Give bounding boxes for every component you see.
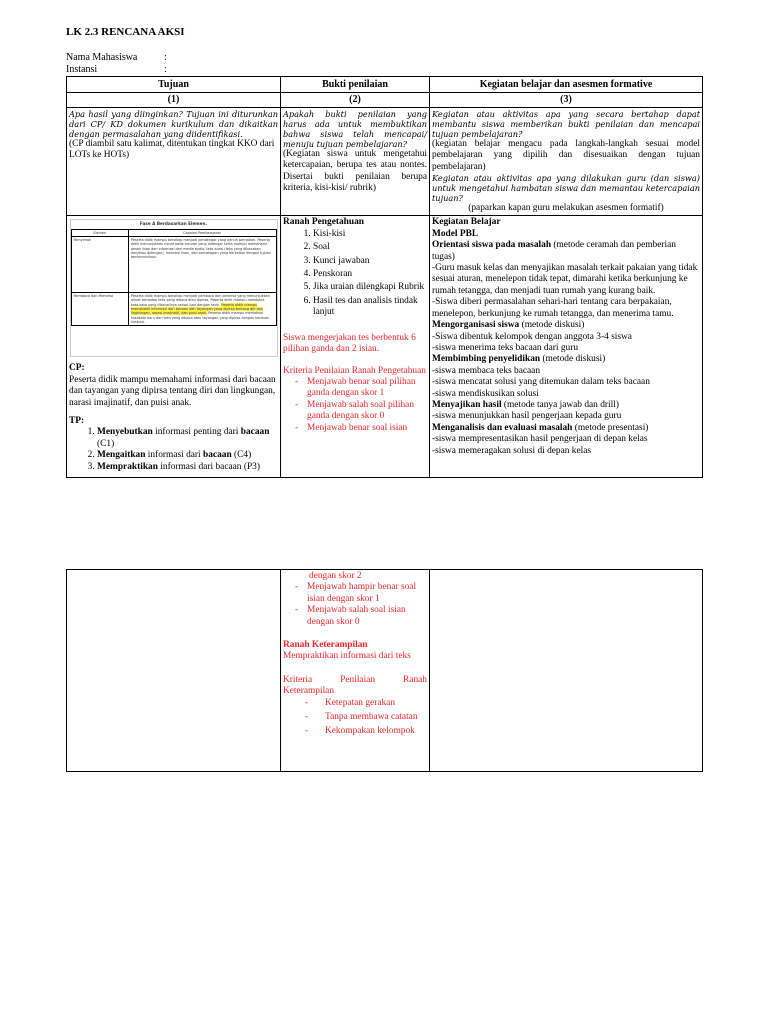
kegiatan-belajar-heading: Kegiatan Belajar (432, 217, 501, 228)
content-cell-bukti (281, 216, 430, 478)
keterampilan-item: - Ketepatan gerakan (305, 698, 427, 709)
guide-tujuan-note: (CP diambil satu kalimat, ditentukan tingkat KKO dari LOTs ke HOTs) (69, 138, 275, 161)
kriteria-cont-first: dengan skor 2 (309, 571, 362, 581)
model-heading: Model PBL (432, 228, 479, 239)
tp-item (97, 427, 278, 450)
step-menyajikan (432, 400, 700, 411)
header-tujuan: Tujuan (67, 77, 281, 93)
thumbnail-row2-text-b: Peserta didik mampu memaknai kosakata baru dari teks yang dibaca atau tayangan yang dipirsa dengan bantuan ilustrasi. (130, 311, 270, 324)
tp-item-bold-object: bacaan (240, 427, 270, 438)
thumbnail-header-elemen: Elemen (71, 229, 128, 236)
kriteria-item: - Menjawab salah soal pilihan ganda dengan skor 0 (295, 400, 427, 423)
bukti-item: 4. Penskoran (313, 269, 427, 280)
tes-note: Siswa mengerjakan tes berbentuk 6 pilihan ganda dan 2 isian. (283, 332, 416, 355)
step-menganalisis (432, 423, 700, 434)
step-line: -siswa menerima teks bacaan dari guru (432, 342, 579, 353)
bukti-list (283, 229, 427, 319)
step-line: -siswa mencatat solusi yang ditemukan dalam teks bacaan (432, 377, 650, 388)
step-mengorganisasi (432, 320, 700, 331)
cont-cell-tujuan (67, 570, 281, 772)
thumbnail-row2-highlight: Peserta didik mampu memahami informasi dari bacaan dan tayangan yang dipirsa tentang diri dan lingkungan, narasi imajinatif, dan puisi anak. (130, 302, 263, 316)
guide-bukti-note: (Kegiatan siswa untuk mengetahui ketercapaian, berupa tes atau nontes. Disertai bukti penilaian berupa kriteria, kisi-kisi/ rubrik) (283, 148, 427, 194)
guide-bukti-question: Apakah bukti penilaian yang harus ada untuk membuktikan bahwa siswa telah mencapai/ menuju tujuan pembelajaran? (283, 108, 427, 149)
step-title: Mengorganisasi siswa (432, 320, 520, 331)
guide-tujuan-question: Apa hasil yang diinginkan? Tujuan ini diturunkan dari CP/ KD dokumen kurikulum dan dikaitkan dengan permasalahan yang diidentifikasi. (69, 108, 278, 139)
kriteria-item: - Menjawab salah soal isian dengan skor 0 (295, 605, 427, 628)
content-cell-tujuan (67, 216, 281, 478)
step-title: Menyajikan hasil (432, 399, 502, 410)
tp-item-level: (C1) (97, 438, 115, 449)
cp-document-thumbnail (70, 219, 278, 357)
guide-kegiatan-note-2: (paparkan kapan guru melakukan asesmen formatif) (468, 203, 664, 214)
step-line: -siswa membaca teks bacaan (432, 365, 541, 376)
thumbnail-table (71, 229, 277, 326)
kriteria-item: - Menjawab hampir benar soal isian dengan skor 1 (295, 582, 427, 605)
thumbnail-row1-text: Peserta didik mampu bersikap menjadi pendengar yang penuh perhatian. Peserta didik menunjukkan minat pada tuturan yang didengar serta mampu memahami pesan lisan dan informasi dari media audio, teks aural (teks yang dibacakan dan/atau didengar), instruksi lisan, dan percakapan yang berkaitan dengan tujuan berkomunikasi. (128, 237, 276, 293)
kriteria-pengetahuan-heading: Kriteria Penilaian Ranah Pengetahuan (283, 365, 426, 376)
step-method: (metode diskusi) (519, 320, 585, 331)
step-title: Orientasi siswa pada masalah (432, 240, 552, 251)
kriteria-item: - Menjawab benar soal pilihan ganda dengan skor 1 (295, 377, 427, 400)
step-method: (metode tanya jawab dan drill) (501, 399, 619, 410)
tp-item (97, 462, 278, 473)
content-cell-kegiatan (430, 216, 703, 478)
step-line: -siswa mempresentasikan hasil pengerjaan di depan kelas (432, 434, 648, 445)
thumbnail-row2-label: Membaca dan Memirsa (71, 293, 128, 326)
tp-item-verb: Mempraktikan (97, 461, 158, 472)
bukti-item: 3. Kunci jawaban (313, 256, 427, 267)
step-orientasi (432, 240, 700, 263)
kriteria-keterampilan-list (283, 698, 427, 738)
step-method: (metode presentasi) (572, 422, 649, 433)
column-number-1: (1) (67, 93, 281, 107)
keterampilan-item: - Kekompakan kelompok (305, 726, 427, 737)
cp-label: CP: (69, 363, 85, 374)
bukti-item: 2. Soal (313, 242, 427, 253)
thumbnail-row2-text (128, 293, 276, 326)
tp-label: TP: (69, 416, 85, 427)
step-line: -Guru masuk kelas dan menyajikan masalah terkait pakaian yang tidak sesuai aturan, menelepon tidak tepat, dimarahi ketika berkunjung ke rumah tetangga, dan menjadi tuan rumah yang kurang baik. (432, 263, 698, 296)
step-line: -Siswa dibentuk kelompok dengan anggota 3-4 siswa (432, 331, 632, 342)
guide-kegiatan-question-2: Kegiatan atau aktivitas apa yang dilakukan guru (dan siswa) untuk mengetahui hambatan siswa dan memantau ketercapaian tujuan? (432, 173, 700, 204)
tp-item-level: (C4) (231, 450, 252, 461)
ranah-keterampilan-heading: Ranah Keterampilan (283, 640, 368, 651)
keterampilan-item: - Tanpa membawa catatan (305, 712, 427, 723)
step-method: (metode ceramah dan pemberian tugas) (432, 240, 676, 262)
guide-kegiatan-question-1: Kegiatan atau aktivitas apa yang secara bertahap dapat membantu siswa memberikan bukti penilaian dan mencapai tujuan pembelajaran? (432, 108, 700, 139)
guide-cell-tujuan (67, 107, 281, 216)
kriteria-item: - Menjawab benar soal isian (295, 423, 427, 434)
step-line: -siswa memeragakan solusi di depan kelas (432, 445, 592, 456)
tp-list (69, 427, 278, 473)
tp-item-text: informasi dari (145, 450, 203, 461)
document-title: LK 2.3 RENCANA AKSI (66, 26, 185, 38)
rencana-aksi-table-continued (66, 569, 703, 772)
instansi-label: Instansi (66, 64, 98, 75)
bukti-item: 6. Hasil tes dan analisis tindak lanjut (313, 296, 427, 319)
guide-cell-bukti (281, 107, 430, 216)
nama-label: Nama Mahasiswa (66, 52, 138, 63)
tp-item-verb: Menyebutkan (97, 427, 153, 438)
bukti-item: 5. Jika uraian dilengkapi Rubrik (313, 282, 427, 293)
step-membimbing (432, 354, 700, 365)
instansi-colon: : (164, 64, 167, 75)
tp-item-verb: Mengaitkan (97, 450, 146, 461)
kriteria-pengetahuan-list (283, 377, 427, 434)
thumbnail-header-capaian: Capaian Pembelajaran (128, 229, 276, 236)
header-bukti-penilaian: Bukti penilaian (281, 77, 430, 93)
tp-item-text: informasi penting dari (152, 427, 241, 438)
step-line: -siswa mendiskusikan solusi (432, 388, 539, 399)
header-kegiatan-belajar: Kegiatan belajar dan asesmen formative (430, 77, 703, 93)
cp-text: Peserta didik mampu memahami informasi dari bacaan dan tayangan yang dipirsa tentang diri dan lingkungan, narasi imajinatif, dan puisi anak. (69, 374, 276, 408)
guide-kegiatan-note-1: (kegiatan belajar mengacu pada langkah-langkah sesuai model pembelajaran yang dipilih dan disesuaikan dengan tujuan pembelajaran) (432, 138, 700, 172)
keterampilan-text: Mempraktikan informasi dari teks (283, 651, 411, 662)
tp-item-text: informasi dari bacaan (P3) (157, 461, 260, 472)
step-title: Membimbing penyelidikan (432, 354, 541, 365)
ranah-pengetahuan-heading: Ranah Pengetahuan (283, 217, 365, 228)
kriteria-cont-list (283, 582, 427, 628)
cont-cell-kegiatan (430, 570, 703, 772)
nama-colon: : (164, 52, 167, 63)
bukti-item: 1. Kisi-kisi (313, 229, 427, 240)
column-number-2: (2) (281, 93, 430, 107)
guide-cell-kegiatan (430, 107, 703, 216)
tp-item (97, 450, 278, 461)
thumbnail-caption: Fase A Berdasarkan Elemen. (139, 221, 208, 227)
step-method: (metode diskusi) (540, 354, 606, 365)
kriteria-keterampilan-heading: Kriteria Penilaian Ranah Keterampilan (283, 674, 427, 697)
step-line: -siswa menunjukkan hasil pengerjaan kepada guru (432, 411, 622, 422)
instansi-row (66, 64, 167, 75)
nama-mahasiswa-row (66, 52, 167, 63)
cont-cell-bukti (281, 570, 430, 772)
thumbnail-row1-label: Menyimak (71, 237, 128, 293)
step-title: Menganalisis dan evaluasi masalah (432, 422, 573, 433)
rencana-aksi-table (66, 76, 703, 478)
column-number-3: (3) (430, 93, 703, 107)
tp-item-bold-object: bacaan (203, 450, 232, 461)
step-line: -Siswa diberi permasalahan sehari-hari tentang cara berpakaian, menelepon, berkunjung ke rumah tetangga, dan menerima tamu. (432, 297, 674, 319)
thumbnail-row2-text-a: Peserta didik mampu bersikap menjadi pembaca dan pemirsa yang menunjukkan minat terhadap teks yang dibaca atau dipirsa. Peserta didik mampu membaca kata-kata yang dikenalinya sehari-hari dengan fasih. (130, 294, 270, 307)
